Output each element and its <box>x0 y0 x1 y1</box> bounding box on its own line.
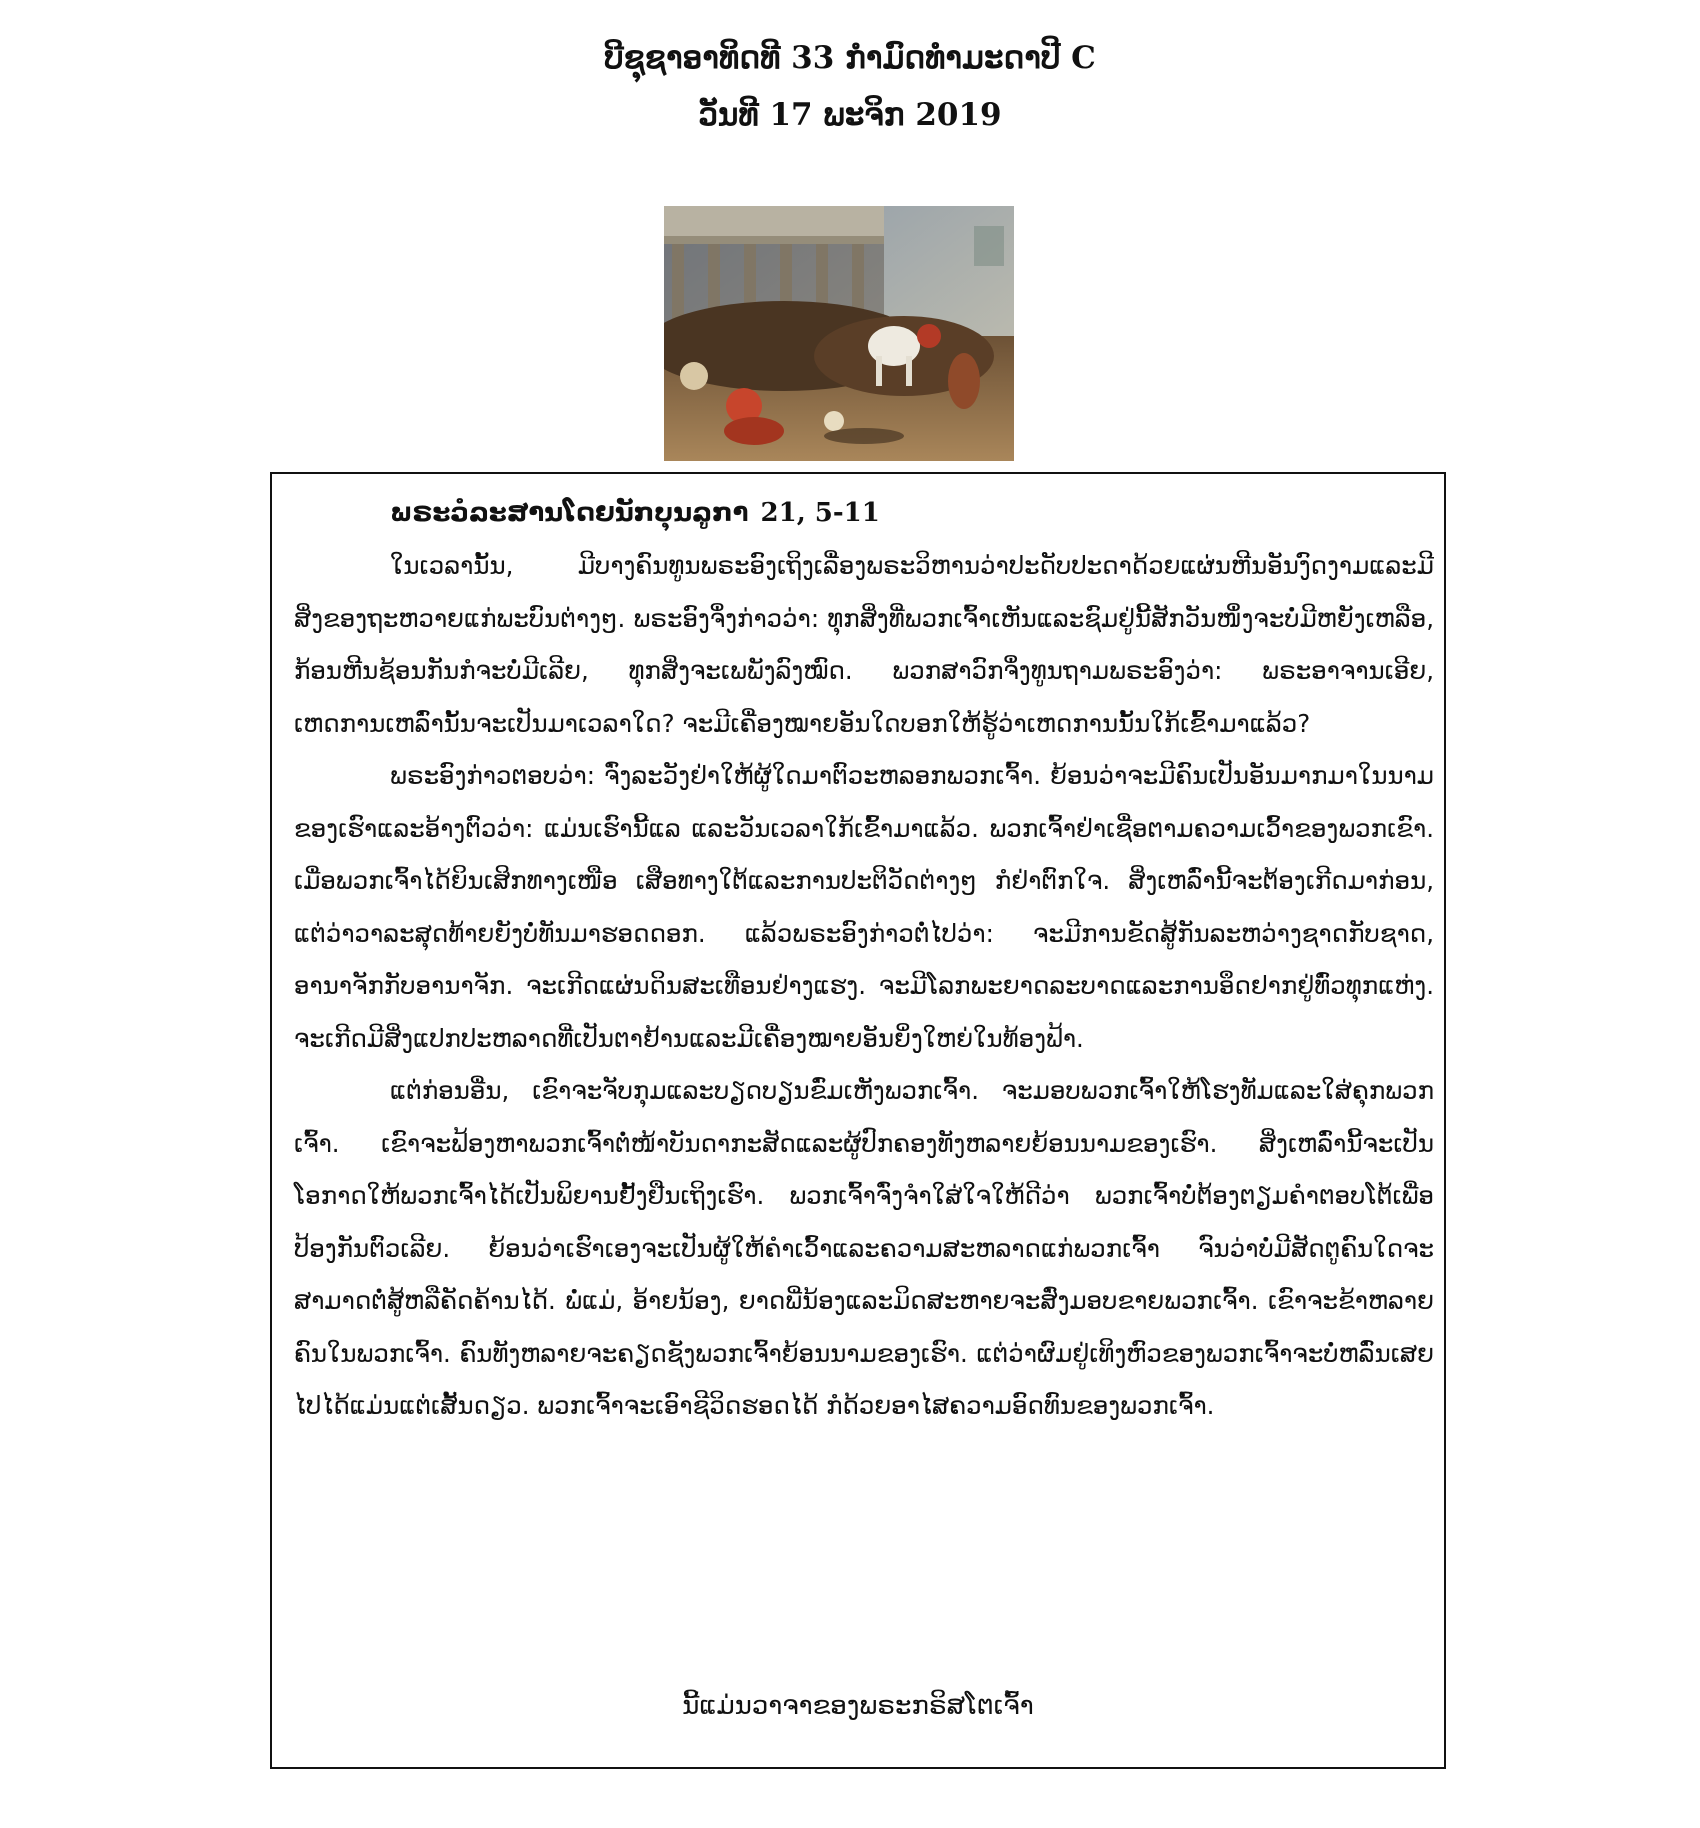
reading-heading <box>390 494 880 532</box>
reading-reference: 21, 5-11 <box>760 498 880 528</box>
reading-body <box>294 540 1434 1433</box>
painting-artwork <box>664 206 1014 461</box>
page-title: ບີຊຸຊາອາທິດທີ 33 ກຳມົດທຳມະດາປີ C <box>604 40 1096 76</box>
reading-paragraph: ແຕ່ກ່ອນອື່ນ, ເຂົາຈະຈັບກຸມແລະບຽດບຽນຂົ່ມເຫັງພວກເຈົ້າ. ຈະມອບພວກເຈົ້າໃຫ້ໂຮງທັມແລະໃສ່ຄຸກພວກເຈົ້າ. ເຂົາຈະຟ້ອງຫາພວກເຈົ້າຕໍ່ໜ້າບັນດາກະສັດແລະຜູ້ປົກຄອງທັງຫລາຍຍ້ອນນາມຂອງເຮົາ. ສິ່ງເຫລົ່ານີ້ຈະເປັນໂອກາດໃຫ້ພວກເຈົ້າໄດ້ເປັນພິຍານຢັ້ງຢືນເຖິງເຮົາ. ພວກເຈົ້າຈົ່ງຈຳໃສ່ໃຈໃຫ້ດີວ່າ ພວກເຈົ້າບໍ່ຕ້ອງຕຽມຄຳຕອບໂຕ້ເພື່ອປ້ອງກັນຕົວເລີຍ. ຍ້ອນວ່າເຮົາເອງຈະເປັນຜູ້ໃຫ້ຄຳເວົ້າແລະຄວາມສະຫລາດແກ່ພວກເຈົ້າ ຈົນວ່າບໍ່ມີສັດຕູຄົນໃດຈະສາມາດຕໍ່ສູ້ຫລືຄັດຄ້ານໄດ້. ພໍ່ແມ່, ອ້າຍນ້ອງ, ຍາດພີ່ນ້ອງແລະມິດສະຫາຍຈະສົ່ງມອບຂາຍພວກເຈົ້າ. ເຂົາຈະຂ້າຫລາຍຄົນໃນພວກເຈົ້າ. ຄົນທັງຫລາຍຈະຄຽດຊັງພວກເຈົ້າຍ້ອນນາມຂອງເຮົາ. ແຕ່ວ່າຜົມຢູ່ເທິງຫົວຂອງພວກເຈົ້າຈະບໍ່ຫລົ່ນເສຍໄປໄດ້ແມ່ນແຕ່ເສັ້ນດຽວ. ພວກເຈົ້າຈະເອົາຊີວິດຮອດໄດ້ ກໍດ້ວຍອາໄສຄວາມອົດທົນຂອງພວກເຈົ້າ. <box>294 1076 1434 1420</box>
temple-battle-painting-image <box>664 206 1014 461</box>
gospel-reading-box <box>270 472 1446 1769</box>
reading-paragraph: ໃນເວລານັ້ນ, ມີບາງຄົນທູນພຣະອົງເຖິງເລື່ອງພຣະວິຫານວ່າປະດັບປະດາດ້ວຍແຜ່ນຫີນອັນງົດງາມແລະມີສິ່ງຂອງຖະຫວາຍແກ່ພະບົນຕ່າງໆ. ພຣະອົງຈຶ່ງກ່າວວ່າ: ທຸກສິ່ງທີ່ພວກເຈົ້າເຫັນແລະຊົມຢູ່ນີ້ສັກວັນໜຶ່ງຈະບໍ່ມີຫຍັງເຫລືອ, ກ້ອນຫີນຊ້ອນກັນກໍຈະບໍ່ມີເລີຍ, ທຸກສິ່ງຈະເພພັງລົງໝົດ. ພວກສາວົກຈຶ່ງທູນຖາມພຣະອົງວ່າ: ພຣະອາຈານເອີຍ, ເຫດການເຫລົ່ານັ້ນຈະເປັນມາເວລາໃດ? ຈະມີເຄື່ອງໝາຍອັນໃດບອກໃຫ້ຮູ້ວ່າເຫດການນັ້ນໃກ້ເຂົ້າມາແລ້ວ? <box>294 551 1434 738</box>
reading-closing: ນີ້ແມ່ນວາຈາຂອງພຣະກຣິສໂຕເຈົ້າ <box>682 1691 1034 1721</box>
reading-title: ພຣະວໍລະສານໂດຍນັກບຸນລູກາ <box>390 498 749 528</box>
reading-paragraph: ພຣະອົງກ່າວຕອບວ່າ: ຈົ່ງລະວັງຢ່າໃຫ້ຜູ້ໃດມາຕົວະຫລອກພວກເຈົ້າ. ຍ້ອນວ່າຈະມີຄົນເປັນອັນມາກມາໃນນາມຂອງເຮົາແລະອ້າງຕົວວ່າ: ແມ່ນເຮົານີ້ແລ ແລະວັນເວລາໃກ້ເຂົ້າມາແລ້ວ. ພວກເຈົ້າຢ່າເຊື່ອຕາມຄວາມເວົ້າຂອງພວກເຂົາ. ເມື່ອພວກເຈົ້າໄດ້ຍິນເສິກທາງເໜືອ ເສືອທາງໃຕ້ແລະການປະຕິວັດຕ່າງໆ ກໍຢ່າຕົກໃຈ. ສິ່ງເຫລົ່ານີ້ຈະຕ້ອງເກີດມາກ່ອນ, ແຕ່ວ່າວາລະສຸດທ້າຍຍັງບໍ່ທັນມາຮອດດອກ. ແລ້ວພຣະອົງກ່າວຕໍ່ໄປວ່າ: ຈະມີການຂັດສູ້ກັນລະຫວ່າງຊາດກັບຊາດ, ອານາຈັກກັບອານາຈັກ. ຈະເກີດແຜ່ນດິນສະເທືອນຢ່າງແຮງ. ຈະມີໂລກພະຍາດລະບາດແລະການອຶດຢາກຢູ່ທົ່ວທຸກແຫ່ງ. ຈະເກີດມີສິ່ງແປກປະຫລາດທີ່ເປັນຕາຢ້ານແລະມີເຄື່ອງໝາຍອັນຍິ່ງໃຫຍ່ໃນທ້ອງຟ້າ. <box>294 761 1434 1053</box>
page-date: ວັນທີ 17 ພະຈິກ 2019 <box>698 97 1002 133</box>
